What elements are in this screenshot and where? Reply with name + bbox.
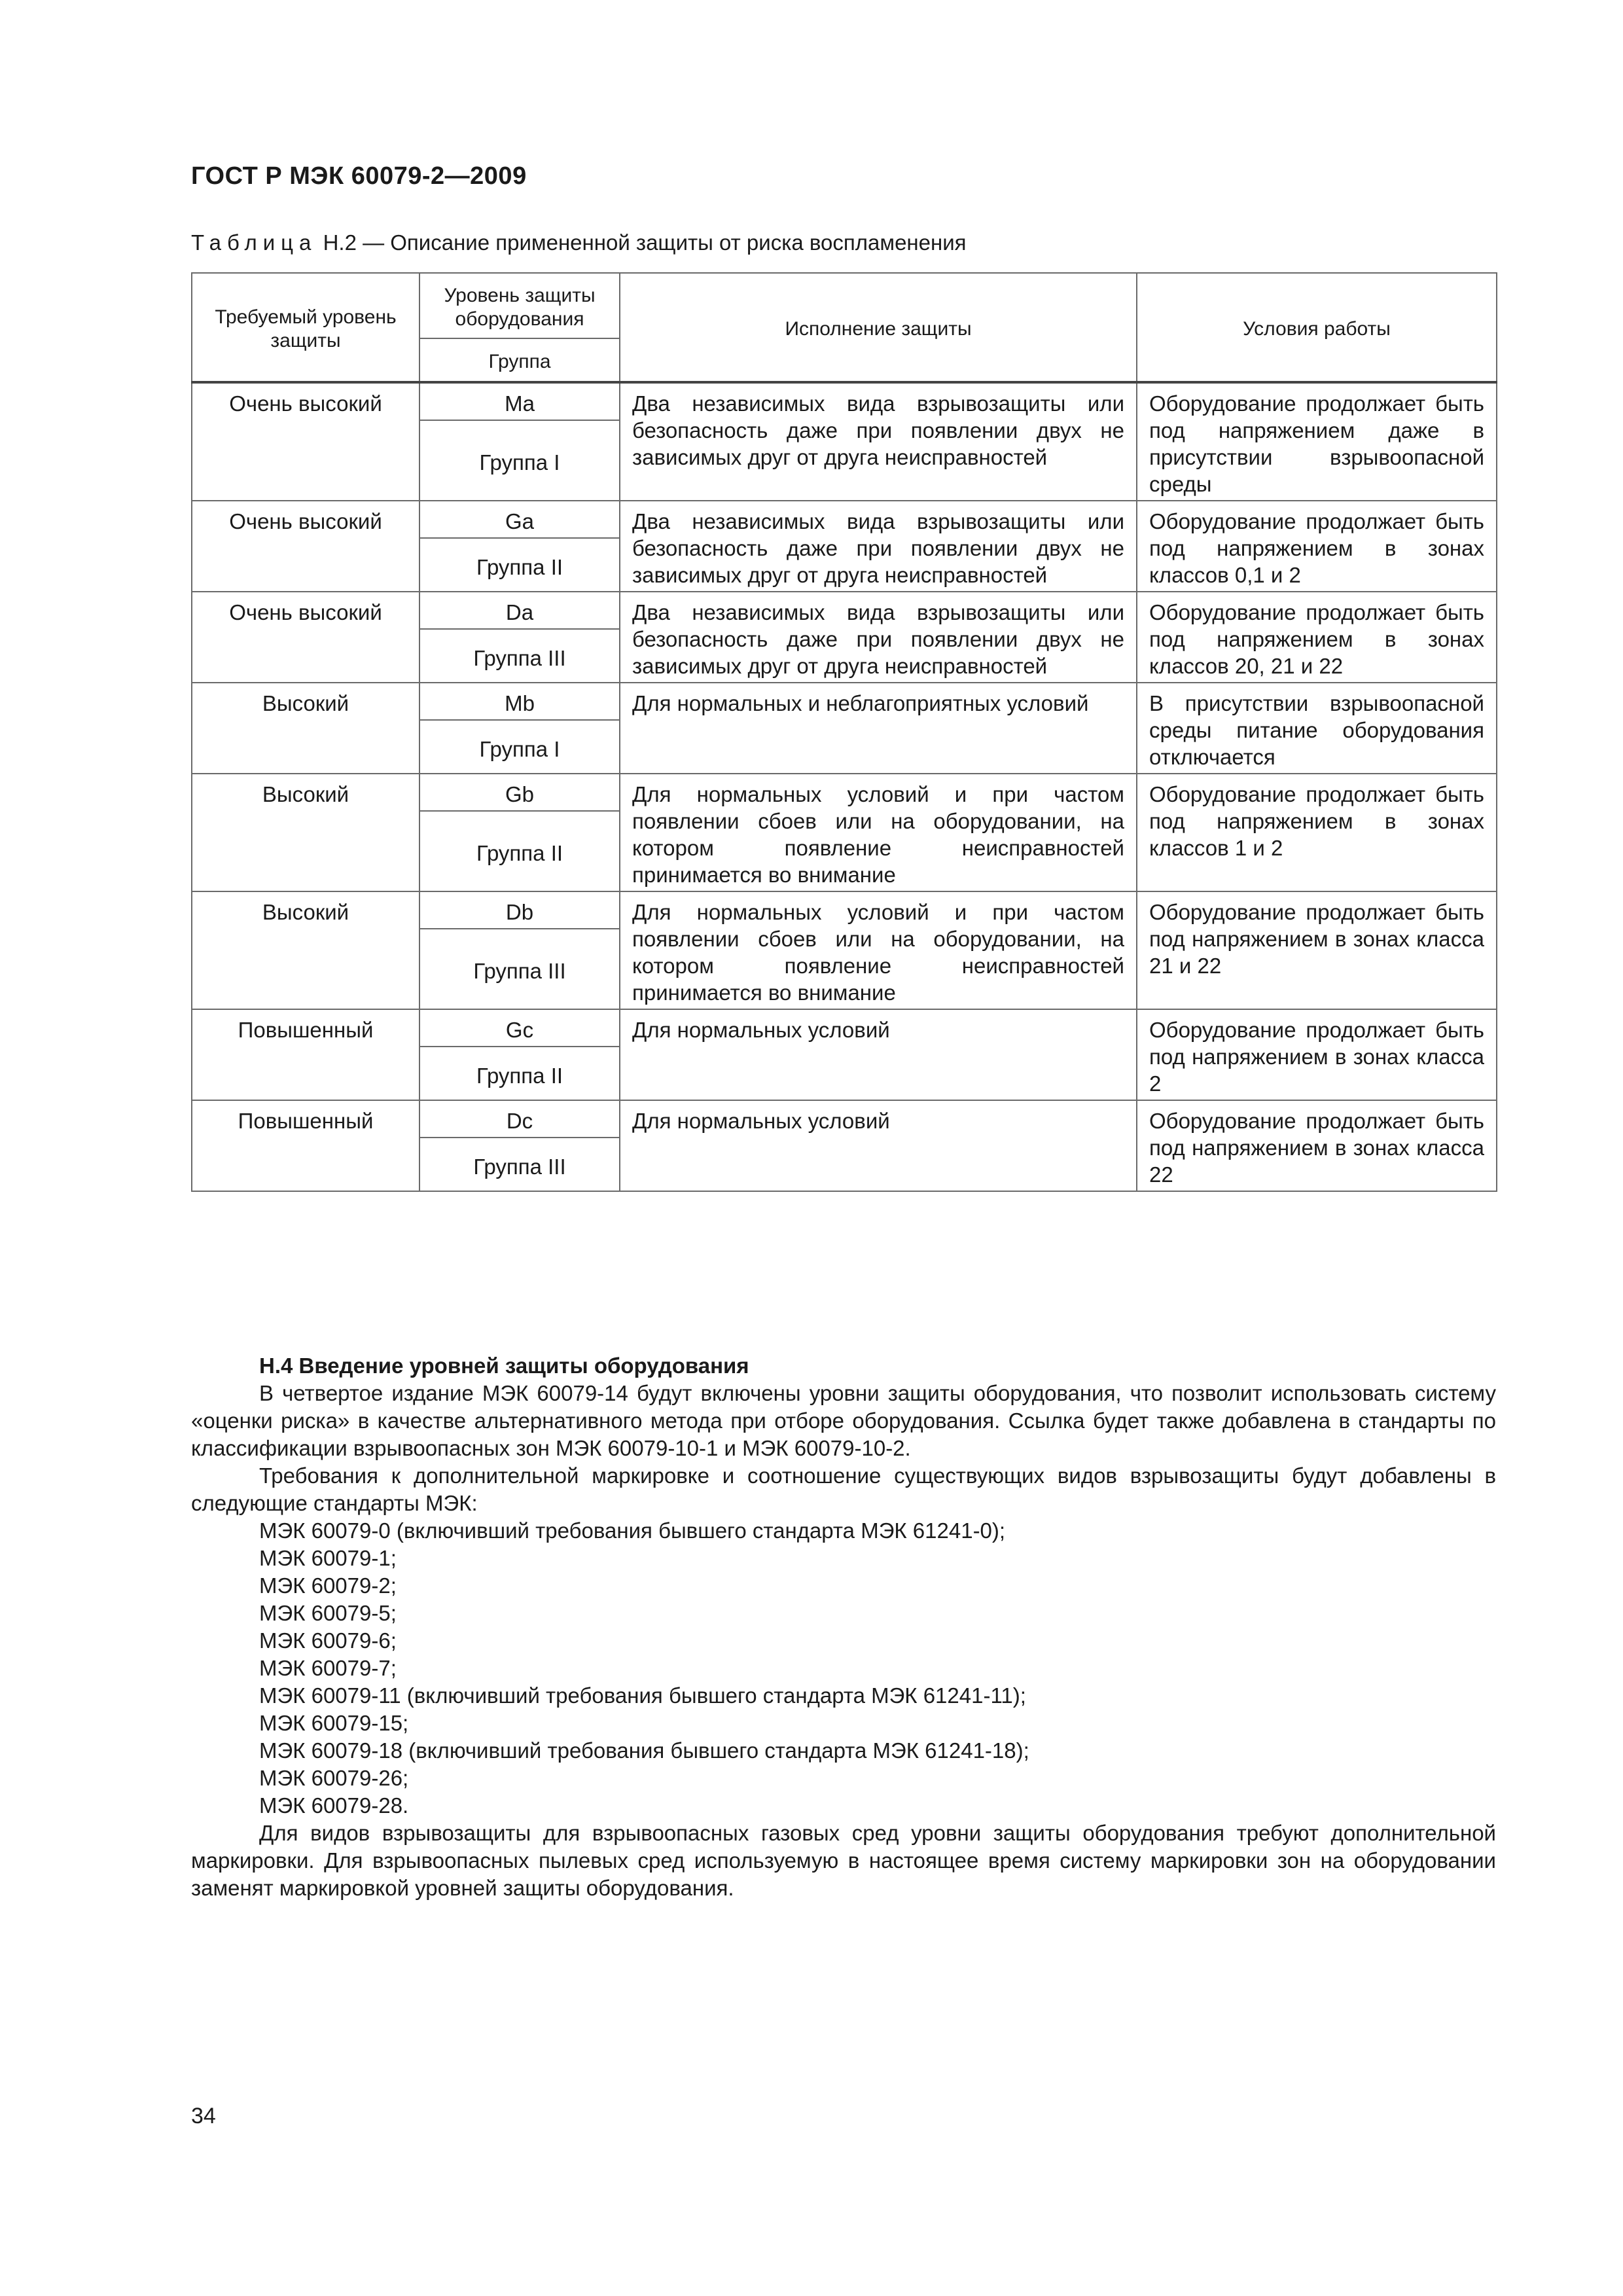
group-cell: Группа II xyxy=(419,538,620,592)
level-cell: Очень высокий xyxy=(192,501,419,592)
conditions-cell: Оборудование продолжает быть под напряжением даже в присутствии взрывоопасной среды xyxy=(1137,382,1497,501)
group-cell: Группа III xyxy=(419,1138,620,1191)
header-required-level: Требуемый уровень защиты xyxy=(192,273,419,382)
list-item: МЭК 60079-5; xyxy=(259,1601,397,1625)
level-cell: Высокий xyxy=(192,683,419,774)
group-cell: Группа I xyxy=(419,420,620,501)
table-row xyxy=(192,891,1497,929)
group-cell: Группа I xyxy=(419,720,620,774)
level-cell: Высокий xyxy=(192,891,419,1009)
table-row xyxy=(192,501,1497,538)
paragraph: В четвертое издание МЭК 60079-14 будут включены уровни защиты оборудования, что позволит использовать систему «оценки риска» в качестве альтернативного метода при отборе оборудования. Ссылка будет также добавлена в стандарты по классификации взрывоопасных зон МЭК 60079-10-1 и МЭК 60079-10-2. xyxy=(191,1381,1496,1460)
protection-cell: Для нормальных условий и при частом появлении сбоев или на оборудовании, на котором появление неисправностей принимается во внимание xyxy=(620,891,1137,1009)
table-row xyxy=(192,1009,1497,1047)
header-group: Группа xyxy=(419,338,620,382)
epl-cell: Ga xyxy=(419,501,620,538)
epl-cell: Gc xyxy=(419,1009,620,1047)
conditions-cell: Оборудование продолжает быть под напряжением в зонах класса 2 xyxy=(1137,1009,1497,1100)
group-cell: Группа III xyxy=(419,929,620,1009)
list-item: МЭК 60079-1; xyxy=(259,1546,397,1570)
list-item: МЭК 60079-7; xyxy=(259,1656,397,1680)
table-row xyxy=(192,774,1497,811)
protection-cell: Для нормальных и неблагоприятных условий xyxy=(620,683,1137,774)
document-header: ГОСТ Р МЭК 60079-2—2009 xyxy=(191,162,527,190)
epl-cell: Ma xyxy=(419,382,620,420)
header-conditions: Условия работы xyxy=(1137,273,1497,382)
table-row xyxy=(192,592,1497,629)
list-item: МЭК 60079-15; xyxy=(259,1711,409,1735)
protection-cell: Для нормальных условий xyxy=(620,1009,1137,1100)
table-caption-text: H.2 — Описание примененной защиты от риска воспламенения xyxy=(323,230,967,255)
protection-table xyxy=(191,272,1497,1192)
header-protection: Исполнение защиты xyxy=(620,273,1137,382)
protection-cell: Два независимых вида взрывозащиты или безопасность даже при появлении двух не зависимых друг от друга неисправностей xyxy=(620,501,1137,592)
epl-cell: Mb xyxy=(419,683,620,720)
page-number: 34 xyxy=(191,2104,216,2128)
table-caption-label: Таблица xyxy=(191,230,317,255)
level-cell: Очень высокий xyxy=(192,382,419,501)
list-item: МЭК 60079-6; xyxy=(259,1628,397,1653)
list-item: МЭК 60079-28. xyxy=(259,1793,409,1818)
list-item: МЭК 60079-26; xyxy=(259,1766,409,1790)
conditions-cell: Оборудование продолжает быть под напряжением в зонах классов 1 и 2 xyxy=(1137,774,1497,891)
level-cell: Повышенный xyxy=(192,1100,419,1191)
list-item: МЭК 60079-0 (включивший требования бывшего стандарта МЭК 61241-0); xyxy=(259,1518,1006,1543)
conditions-cell: Оборудование продолжает быть под напряжением в зонах классов 20, 21 и 22 xyxy=(1137,592,1497,683)
conditions-cell: Оборудование продолжает быть под напряжением в зонах класса 22 xyxy=(1137,1100,1497,1191)
table-caption xyxy=(191,230,967,255)
conditions-cell: В присутствии взрывоопасной среды питание оборудования отключается xyxy=(1137,683,1497,774)
paragraph: Требования к дополнительной маркировке и соотношение существующих видов взрывозащиты будут добавлены в следующие стандарты МЭК: xyxy=(191,1463,1496,1515)
header-epl: Уровень защиты оборудования xyxy=(419,273,620,338)
group-cell: Группа II xyxy=(419,1047,620,1100)
paragraph: Для видов взрывозащиты для взрывоопасных газовых сред уровни защиты оборудования требуют дополнительной маркировки. Для взрывоопасных пылевых сред используемую в настоящее время систему маркировки зон на оборудовании заменят маркировкой уровней защиты оборудования. xyxy=(191,1821,1496,1900)
epl-cell: Gb xyxy=(419,774,620,811)
conditions-cell: Оборудование продолжает быть под напряжением в зонах классов 0,1 и 2 xyxy=(1137,501,1497,592)
protection-cell: Для нормальных условий xyxy=(620,1100,1137,1191)
group-cell: Группа III xyxy=(419,629,620,683)
conditions-cell: Оборудование продолжает быть под напряжением в зонах класса 21 и 22 xyxy=(1137,891,1497,1009)
level-cell: Повышенный xyxy=(192,1009,419,1100)
protection-cell: Для нормальных условий и при частом появлении сбоев или на оборудовании, на котором появление неисправностей принимается во внимание xyxy=(620,774,1137,891)
list-item: МЭК 60079-11 (включивший требования бывшего стандарта МЭК 61241-11); xyxy=(259,1683,1026,1708)
epl-cell: Db xyxy=(419,891,620,929)
epl-cell: Dc xyxy=(419,1100,620,1138)
list-item: МЭК 60079-2; xyxy=(259,1573,397,1598)
protection-cell: Два независимых вида взрывозащиты или безопасность даже при появлении двух не зависимых друг от друга неисправностей xyxy=(620,382,1137,501)
level-cell: Очень высокий xyxy=(192,592,419,683)
list-item: МЭК 60079-18 (включивший требования бывшего стандарта МЭК 61241-18); xyxy=(259,1738,1029,1763)
section-h4 xyxy=(191,1352,1496,1902)
protection-cell: Два независимых вида взрывозащиты или безопасность даже при появлении двух не зависимых друг от друга неисправностей xyxy=(620,592,1137,683)
section-heading: H.4 Введение уровней защиты оборудования xyxy=(259,1354,749,1378)
group-cell: Группа II xyxy=(419,811,620,891)
table-row xyxy=(192,683,1497,720)
table-row xyxy=(192,1100,1497,1138)
table-row xyxy=(192,382,1497,420)
level-cell: Высокий xyxy=(192,774,419,891)
epl-cell: Da xyxy=(419,592,620,629)
